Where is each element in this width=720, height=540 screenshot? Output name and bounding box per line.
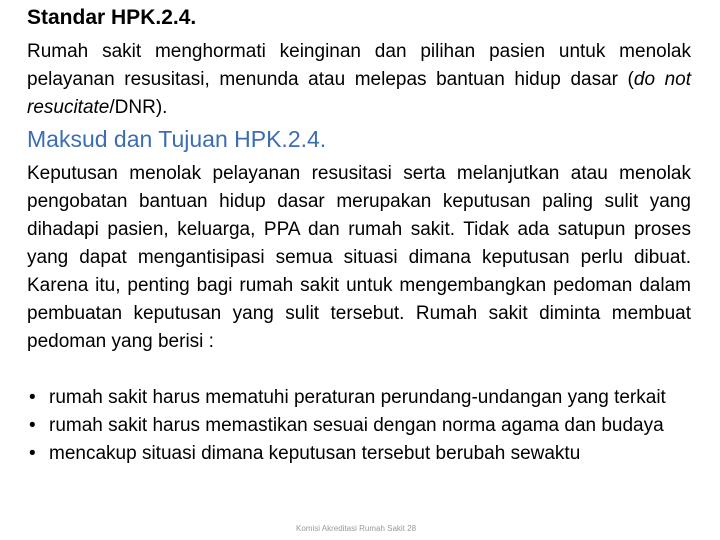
- bullet-item: • rumah sakit harus mematuhi peraturan perundang-undangan yang terkait: [27, 384, 691, 412]
- bullet-item: • rumah sakit harus memastikan sesuai dengan norma agama dan budaya: [27, 412, 691, 440]
- standard-text-italic: do not resucitate: [27, 69, 691, 118]
- purpose-text: Keputusan menolak pelayanan resusitasi serta melanjutkan atau menolak pengobatan bantuan hidup dasar merupakan keputusan paling sulit yang dihadapi pasien, keluarga, PPA dan rumah sakit. Tidak ada satupun proses yang dapat mengantisipasi semua situasi dimana keputusan perlu dibuat. Karena itu, penting bagi rumah sakit untuk mengembangkan pedoman dalam pembuatan keputusan yang sulit tersebut. Rumah sakit diminta membuat pedoman yang berisi :: [27, 163, 691, 352]
- standard-heading: Standar HPK.2.4.: [27, 6, 197, 29]
- bullet-list: [27, 384, 691, 468]
- purpose-heading: Maksud dan Tujuan HPK.2.4.: [27, 126, 327, 152]
- slide-footer: Komisi Akreditasi Rumah Sakit 28: [296, 524, 417, 533]
- bullet-item: • mencakup situasi dimana keputusan tersebut berubah sewaktu: [27, 440, 691, 468]
- standard-text-pre: Rumah sakit menghormati keinginan dan pilihan pasien untuk menolak pelayanan resusitasi, menunda atau melepas bantuan hidup dasar (: [27, 41, 691, 90]
- standard-text: [27, 38, 691, 122]
- standard-text-post: /DNR).: [109, 97, 168, 118]
